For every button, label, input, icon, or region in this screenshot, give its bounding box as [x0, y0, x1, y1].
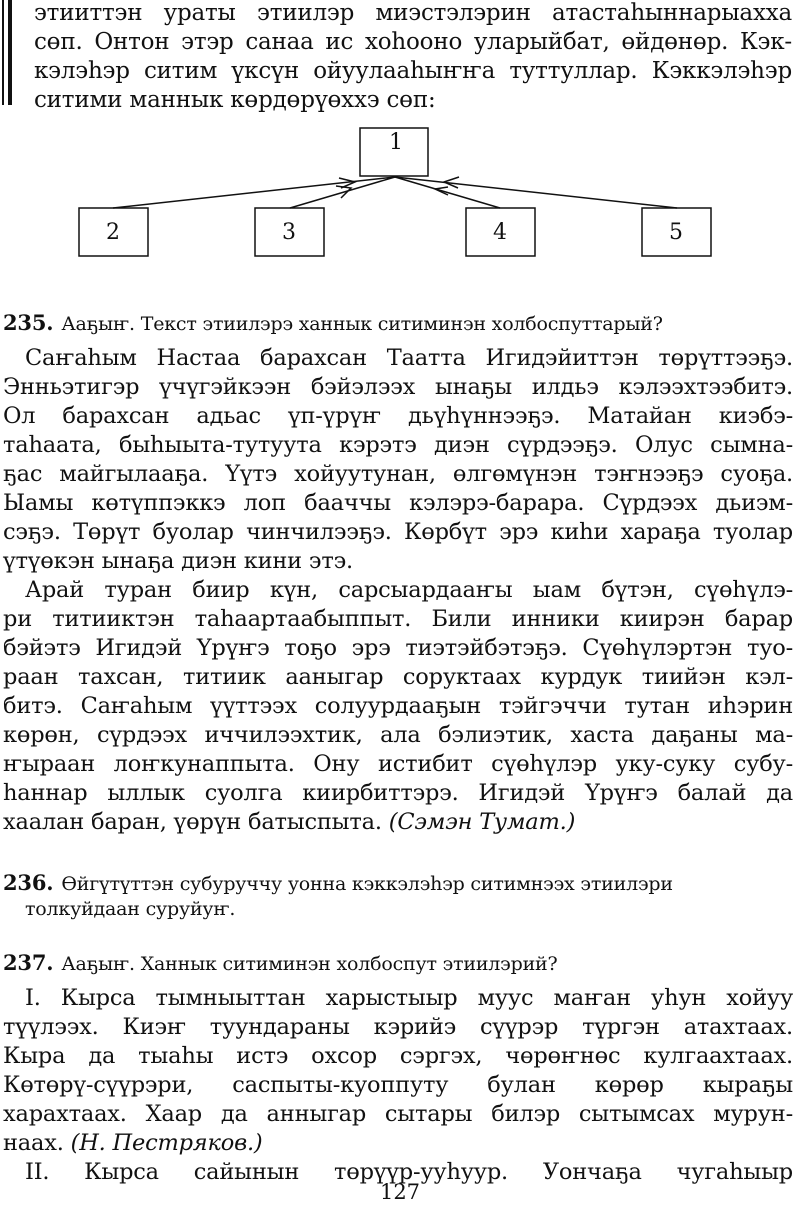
- attribution: (Сэмэн Тумат.): [388, 809, 576, 835]
- text-line: Кыра да тыаһы истэ охсор сэргэх, чөрөҥнөс кулгаахтаах.: [3, 1043, 793, 1069]
- text-line: һаннар ыллык суолга киирбиттэрэ. Игидэй Үрүҥэ балай да: [3, 780, 793, 806]
- text-line: Көтөрү-сүүрэри, саспыты-куоппуту булан көрөр кыраҕы: [3, 1072, 793, 1098]
- exercise-number: 237.: [3, 950, 54, 975]
- text-line: үтүөкэн ынаҕа диэн кини этэ.: [3, 548, 353, 574]
- text-line: II. Кырса сайынын төрүүр-ууһуур. Уончаҕа чугаһыыр: [25, 1159, 793, 1185]
- text-line: көрөн, сүрдээх иччилээхтик, ала бэлиэтик, хаста даҕаны ма-: [3, 722, 793, 748]
- text-line: ри титииктэн таһаартаабыппыт. Били инники киирэн барар: [3, 606, 793, 632]
- exercise-heading: [3, 310, 663, 335]
- text-line: ҥыраан лоҥкунаппыта. Ону истибит сүөһүлэр уку-суку субу-: [3, 751, 793, 777]
- text-line: бэйэтэ Игидэй Үрүҥэ тоҕо эрэ тиэтэйбэтэҕэ. Сүөһүлэртэн туо-: [3, 635, 793, 661]
- exercise-number: 235.: [3, 310, 54, 335]
- text-line: [3, 1130, 263, 1156]
- text-line: ситими маннык көрдөрүөххэ сөп:: [34, 87, 436, 113]
- exercise-heading: [3, 950, 557, 975]
- text-line: ҕас майгылааҕа. Үүтэ хойуутунан, өлгөмүнэн тэҥнээҕэ суоҕа.: [3, 461, 793, 487]
- box-3-label: 3: [282, 220, 296, 245]
- text-line: сөп. Онтон этэр санаа ис хоһооно уларыйбат, өйдөнөр. Кэк-: [34, 29, 792, 55]
- text-line: Энньэтигэр үчүгэйкээн бэйэлээх ынаҕы илдьэ кэлээхтээбитэ.: [3, 374, 793, 400]
- exercise-prompt: Ааҕыҥ. Текст этиилэрэ ханнык ситиминэн холбоспуттарый?: [61, 313, 663, 335]
- exercise-prompt-continued: толкуйдаан суруйуҥ.: [25, 898, 236, 920]
- box-2-label: 2: [106, 220, 120, 245]
- margin-bar-thick: [8, 0, 12, 105]
- text-segment: хаалан баран, үөрүн батыспыта.: [3, 809, 382, 835]
- text-line: кэлэһэр ситим үксүн ойуулааһыҥҥа туттуллар. Кэккэлэһэр: [34, 58, 792, 84]
- text-line: сэҕэ. Төрүт буолар чинчилээҕэ. Көрбүт эрэ киһи хараҕа туолар: [3, 519, 793, 545]
- box-1-label: 1: [389, 130, 403, 155]
- text-segment: наах.: [3, 1130, 64, 1156]
- exercise-prompt: Өйгүтүттэн субуруччу уонна кэккэлэһэр ситимнээх этиилэри: [61, 873, 673, 895]
- exercise-number: 236.: [3, 870, 54, 895]
- coordination-diagram: [0, 110, 800, 280]
- text-line: харахтаах. Хаар да анныгар сытары билэр сытымсах мурун-: [3, 1101, 793, 1127]
- text-line: Ыамы көтүппэккэ лоп бааччы кэлэрэ-барара. Сүрдээх дьиэм-: [3, 490, 793, 516]
- exercise-heading: [3, 870, 793, 895]
- text-line: түүлээх. Киэҥ туундараны кэрийэ сүүрэр түргэн атахтаах.: [3, 1014, 793, 1040]
- text-line: Арай туран биир күн, сарсыардааҥы ыам бүтэн, сүөһүлэ-: [25, 577, 793, 603]
- text-line: этииттэн ураты этиилэр миэстэлэрин атастаһыннарыахха: [34, 0, 792, 26]
- text-line: битэ. Саҥаһым үүттээх солуурдааҕын тэйгэччи тутан иһэрин: [3, 693, 793, 719]
- box-4-label: 4: [493, 220, 507, 245]
- text-line: Саҥаһым Настаа барахсан Таатта Игидэйиттэн төрүттээҕэ.: [25, 345, 793, 371]
- text-line: I. Кырса тымныыттан харыстыыр муус маҥан уһун хойуу: [25, 985, 793, 1011]
- box-5-label: 5: [669, 220, 683, 245]
- text-line: раан тахсан, титиик ааныгар соруктаах курдук тиийэн кэл-: [3, 664, 793, 690]
- exercise-prompt: Ааҕыҥ. Ханнык ситиминэн холбоспут этиилэрий?: [61, 953, 558, 975]
- attribution: (Н. Пестряков.): [70, 1130, 263, 1156]
- text-line: таһаата, быһыыта-тутуута кэрэтэ диэн сүрдээҕэ. Олус сымна-: [3, 432, 793, 458]
- text-line: [3, 809, 575, 835]
- text-line: Ол барахсан адьас үп-үрүҥ дьүһүннээҕэ. Матайан киэбэ-: [3, 403, 793, 429]
- margin-bar: [2, 0, 4, 105]
- page-number: 127: [379, 1180, 421, 1204]
